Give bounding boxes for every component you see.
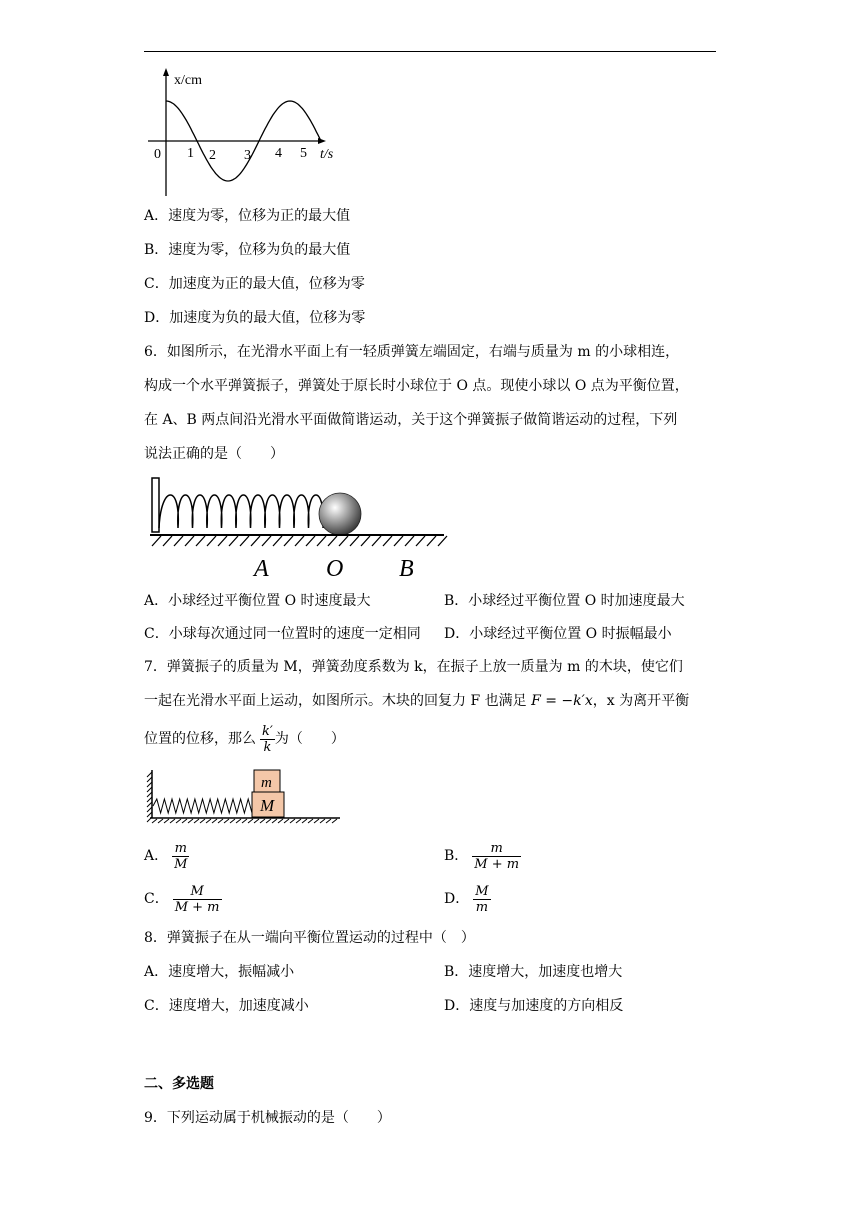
- q5-option-d: D．加速度为负的最大值，位移为零: [144, 310, 366, 326]
- q7-option-b: B． $\frac{m}{M + m}$: [444, 840, 520, 872]
- q6-stem-line-1: 6．如图所示，在光滑水平面上有一轻质弹簧左端固定，右端与质量为 m 的小球相连，: [144, 344, 680, 360]
- point-o-label: O: [326, 556, 344, 582]
- q8-option-b: B．速度增大，加速度也增大: [444, 964, 623, 980]
- q8-stem: 8．弹簧振子在从一端向平衡位置运动的过程中（ ）: [144, 930, 475, 946]
- q7-stem-line-3: 位置的位移，那么 $\frac{k'}{k}$ 为（ ）: [144, 723, 345, 755]
- q7-option-a: A． $\frac{m}{M}$: [144, 840, 188, 872]
- origin-label: 0: [154, 147, 161, 162]
- restoring-force-formula: F = −k′x: [531, 693, 593, 709]
- q6-stem-line-4: 说法正确的是（ ）: [144, 446, 284, 462]
- q8-option-d: D．速度与加速度的方向相反: [444, 998, 624, 1014]
- q6-option-d: D．小球经过平衡位置 O 时振幅最小: [444, 626, 672, 642]
- q9-stem: 9．下列运动属于机械振动的是（ ）: [144, 1110, 391, 1126]
- point-a-label: A: [254, 556, 269, 582]
- q5-option-a: A．速度为零，位移为正的最大值: [144, 208, 351, 224]
- q8-option-a: A．速度增大，振幅减小: [144, 964, 295, 980]
- q7-option-d: D． $\frac{M}{m}$: [444, 883, 489, 915]
- q7-stem-line-1: 7．弹簧振子的质量为 M，弹簧劲度系数为 k，在振子上放一质量为 m 的木块，使它们: [144, 659, 683, 675]
- tick-label: 5: [300, 146, 307, 161]
- block-big-m-label: M: [260, 796, 275, 815]
- xt-graph: [144, 64, 354, 200]
- y-axis-arrow-icon: [163, 68, 169, 76]
- q6-option-b: B．小球经过平衡位置 O 时加速度最大: [444, 593, 685, 609]
- q6-stem-line-2: 构成一个水平弹簧振子，弹簧处于原长时小球位于 O 点。现使小球以 O 点为平衡位置，: [144, 378, 689, 394]
- ratio-fraction: $\frac{k'}{k}$: [262, 723, 273, 755]
- q6-stem-line-3: 在 A、B 两点间沿光滑水平面做简谐运动，关于这个弹簧振子做简谐运动的过程，下列: [144, 412, 678, 428]
- point-b-label: B: [399, 556, 414, 582]
- tick-label: 2: [209, 148, 216, 163]
- spring-block-figure: [146, 766, 342, 824]
- q6-option-a: A．小球经过平衡位置 O 时速度最大: [144, 593, 371, 609]
- q6-option-c: C．小球每次通过同一位置时的速度一定相同: [144, 626, 421, 642]
- block-m-label: m: [261, 775, 272, 791]
- q5-option-b: B．速度为零，位移为负的最大值: [144, 242, 351, 258]
- ground-hatching: [152, 819, 337, 823]
- section-heading: 二、多选题: [144, 1076, 214, 1092]
- header-rule: [144, 51, 716, 52]
- tick-label: 1: [187, 146, 194, 161]
- ground-hatching: [152, 536, 447, 546]
- q8-option-c: C．速度增大，加速度减小: [144, 998, 309, 1014]
- wall: [152, 478, 159, 532]
- x-axis-label: t/s: [320, 147, 334, 162]
- tick-label: 3: [244, 148, 251, 163]
- x-axis-arrow-icon: [318, 138, 326, 144]
- q7-stem-line-2: 一起在光滑水平面上运动，如图所示。木块的回复力 F 也满足 F = −k′x，x 为离开平衡: [144, 693, 690, 709]
- q5-option-c: C．加速度为正的最大值，位移为零: [144, 276, 365, 292]
- ball: [319, 493, 361, 535]
- tick-label: 4: [275, 146, 282, 161]
- spring-coil: [159, 495, 323, 528]
- spring-coil: [153, 799, 252, 813]
- spring-ball-figure: [146, 474, 450, 582]
- q7-option-c: C． $\frac{M}{M + m}$: [144, 883, 220, 915]
- y-axis-label: x/cm: [174, 73, 202, 88]
